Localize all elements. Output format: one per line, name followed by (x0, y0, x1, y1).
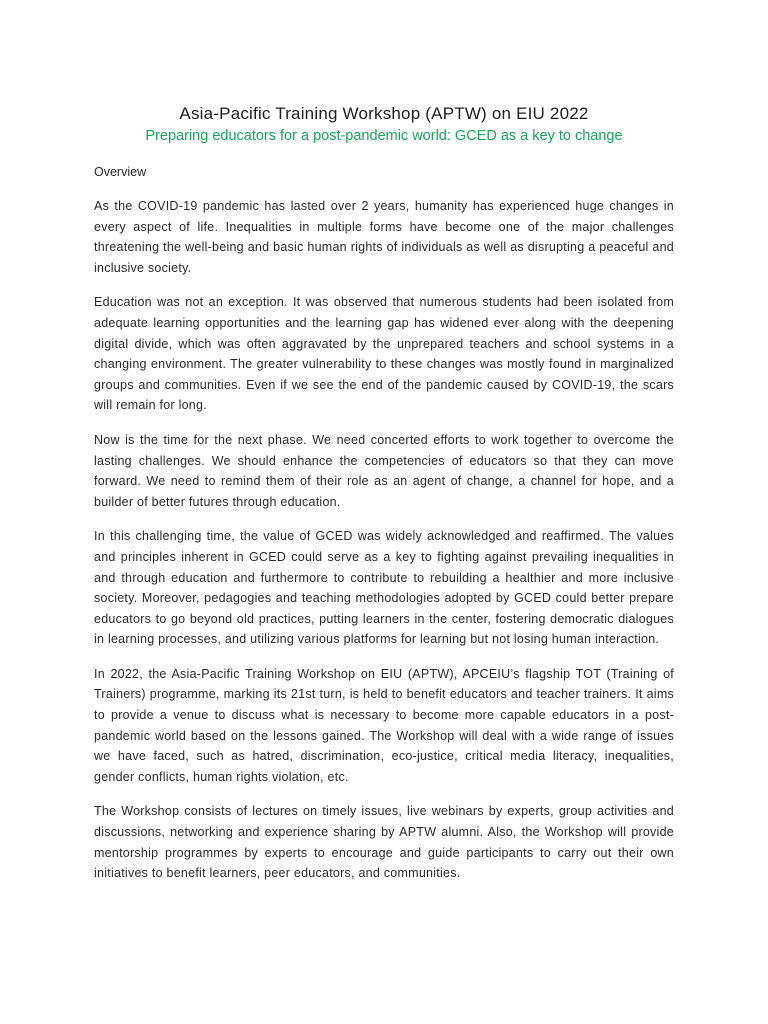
document-title: Asia-Pacific Training Workshop (APTW) on EIU 2022 (179, 104, 589, 123)
paragraph-3: Now is the time for the next phase. We need concerted efforts to work together to overcome the lasting challenges. We should enhance the competencies of educators so that they can move forward. We need to remind them of their role as an agent of change, a channel for hope, and a builder of better futures through education. (94, 432, 674, 509)
paragraph-1: As the COVID-19 pandemic has lasted over 2 years, humanity has experienced huge changes in every aspect of life. Inequalities in multiple forms have become one of the major challenges threatening the well-being and basic human rights of individuals as well as disrupting a peaceful and inclusive society. (94, 199, 674, 275)
paragraph-6: The Workshop consists of lectures on timely issues, live webinars by experts, group activities and discussions, networking and experience sharing by APTW alumni. Also, the Workshop will provide mentorship programmes by experts to encourage and guide participants to carry out their own initiatives to benefit learners, peer educators, and communities. (94, 804, 674, 881)
paragraph-4: In this challenging time, the value of GCED was widely acknowledged and reaffirmed. The values and principles inherent in GCED could serve as a key to fighting against prevailing inequalities in and through education and furthermore to contribute to rebuilding a healthier and more inclusive society. Moreover, pedagogies and teaching methodologies adopted by GCED could better prepare educators to go beyond old practices, putting learners in the center, fostering democratic dialogues in learning processes, and utilizing various platforms for learning but not losing human interaction. (94, 529, 674, 647)
document-subtitle: Preparing educators for a post-pandemic world: GCED as a key to change (145, 128, 623, 144)
document-page (94, 104, 674, 884)
paragraph-5: In 2022, the Asia-Pacific Training Workshop on EIU (APTW), APCEIU’s flagship TOT (Training of Trainers) programme, marking its 21st turn, is held to benefit educators and teacher trainers. It aims to provide a venue to discuss what is necessary to become more capable educators in a post-pandemic world based on the lessons gained. The Workshop will deal with a wide range of issues we have faced, such as hatred, discrimination, eco-justice, critical media literacy, inequalities, gender conflicts, human rights violation, etc. (94, 666, 674, 784)
section-heading-overview: Overview (94, 165, 147, 179)
paragraph-2: Education was not an exception. It was observed that numerous students had been isolated from adequate learning opportunities and the learning gap has widened ever along with the deepening digital divide, which was often aggravated by the unprepared teachers and school systems in a changing environment. The greater vulnerability to these changes was mostly found in marginalized groups and communities. Even if we see the end of the pandemic caused by COVID-19, the scars will remain for long. (94, 295, 674, 413)
